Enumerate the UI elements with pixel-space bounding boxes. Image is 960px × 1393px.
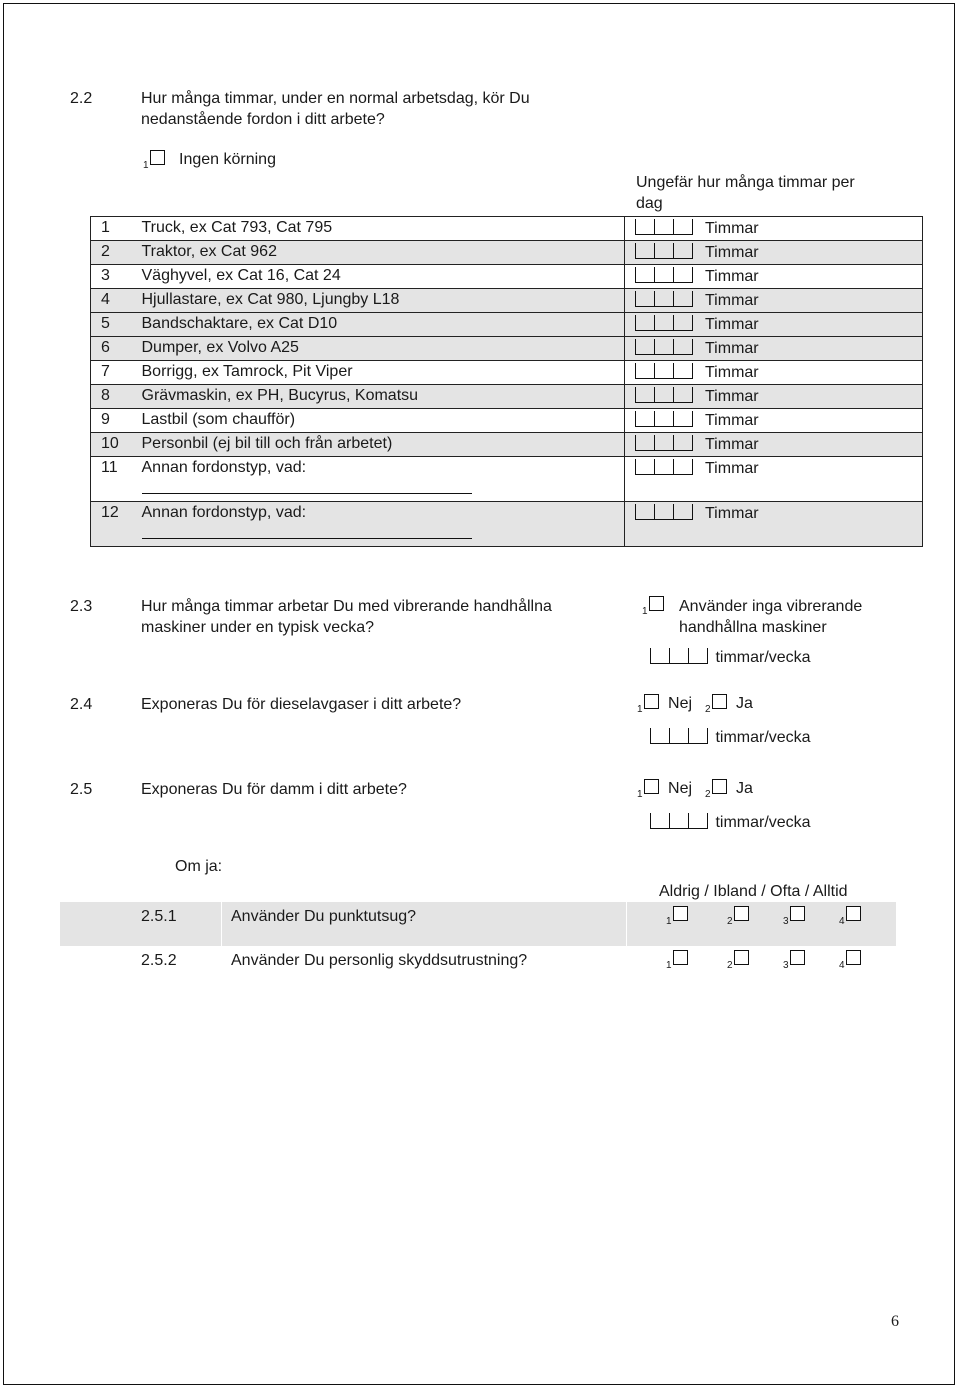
vehicle-row-number: 1 bbox=[91, 217, 139, 241]
vehicle-label: Lastbil (som chaufför) bbox=[141, 411, 296, 428]
questionnaire-page bbox=[3, 3, 955, 1385]
hours-unit: Timmar bbox=[705, 412, 759, 429]
q22-none-option-label: Ingen körning bbox=[179, 151, 276, 168]
vehicle-row-number: 10 bbox=[91, 433, 139, 457]
q251-number: 2.5.1 bbox=[141, 908, 177, 925]
hour-digit-slot[interactable] bbox=[635, 291, 654, 307]
hour-digit-slot[interactable] bbox=[673, 315, 693, 331]
vehicle-row-number: 5 bbox=[91, 313, 139, 337]
vehicle-row-number: 3 bbox=[91, 265, 139, 289]
hour-digit-slot[interactable] bbox=[654, 315, 673, 331]
hour-digit-slot[interactable] bbox=[635, 435, 654, 451]
q25-opt1-label: Nej bbox=[668, 780, 693, 797]
scale-index: 2 bbox=[727, 960, 733, 971]
q23-option-index: 1 bbox=[642, 606, 648, 617]
vehicle-label: Väghyvel, ex Cat 16, Cat 24 bbox=[141, 267, 341, 284]
hour-digit-slot[interactable] bbox=[654, 411, 673, 427]
hour-digit-slot[interactable] bbox=[650, 813, 669, 829]
vehicle-hours-cell[interactable] bbox=[625, 265, 923, 289]
checkbox-q251-alltid[interactable] bbox=[846, 906, 861, 921]
vehicle-row-description bbox=[139, 409, 625, 433]
vehicle-label: Annan fordonstyp, vad: bbox=[141, 504, 307, 521]
vehicle-row-description bbox=[139, 433, 625, 457]
vehicle-hours-cell[interactable] bbox=[625, 241, 923, 265]
q25-opt1-index: 1 bbox=[637, 789, 643, 800]
hour-digit-slot[interactable] bbox=[635, 267, 654, 283]
hour-digit-slot[interactable] bbox=[669, 728, 688, 744]
hour-digit-slot[interactable] bbox=[673, 267, 693, 283]
q24-unit: timmar/vecka bbox=[715, 729, 811, 746]
scale-index: 4 bbox=[839, 916, 845, 927]
q22-none-option[interactable] bbox=[143, 150, 276, 169]
q23-text-line1: Hur många timmar arbetar Du med vibrerande handhållna bbox=[141, 598, 552, 615]
scale-index: 3 bbox=[783, 916, 789, 927]
hours-unit: Timmar bbox=[705, 316, 759, 333]
vehicle-label: Borrigg, ex Tamrock, Pit Viper bbox=[141, 363, 353, 380]
q25-if-yes: Om ja: bbox=[175, 858, 223, 875]
scale-index: 4 bbox=[839, 960, 845, 971]
q251-scale[interactable] bbox=[666, 906, 861, 925]
hours-unit: Timmar bbox=[705, 364, 759, 381]
hour-digit-slot[interactable] bbox=[654, 435, 673, 451]
hour-digit-slot[interactable] bbox=[635, 411, 654, 427]
vehicle-row bbox=[91, 241, 923, 265]
vehicle-hours-cell[interactable] bbox=[625, 385, 923, 409]
vehicle-label: Personbil (ej bil till och från arbetet) bbox=[141, 435, 393, 452]
hours-unit: Timmar bbox=[705, 436, 759, 453]
vehicle-row-description bbox=[139, 265, 625, 289]
vehicle-row-description bbox=[139, 385, 625, 409]
checkbox-q251-aldrig[interactable] bbox=[673, 906, 688, 921]
checkbox-no-vibrating-machines[interactable] bbox=[649, 596, 664, 611]
vehicle-row-description bbox=[139, 337, 625, 361]
vehicle-row-description bbox=[139, 313, 625, 337]
scale-index: 1 bbox=[666, 960, 672, 971]
q24-opt1-label: Nej bbox=[668, 695, 693, 712]
hour-digit-slot[interactable] bbox=[673, 363, 693, 379]
vehicle-label: Traktor, ex Cat 962 bbox=[141, 243, 277, 260]
hours-unit: Timmar bbox=[705, 292, 759, 309]
checkbox-q25-ja[interactable] bbox=[712, 779, 727, 794]
q24-option-ja[interactable] bbox=[705, 694, 753, 713]
vehicle-hours-cell[interactable] bbox=[625, 217, 923, 241]
hour-digit-slot[interactable] bbox=[654, 219, 673, 235]
q24-hours-entry[interactable] bbox=[650, 728, 811, 747]
checkbox-q251-ofta[interactable] bbox=[790, 906, 805, 921]
hours-unit: Timmar bbox=[705, 388, 759, 405]
vehicle-hours-cell[interactable] bbox=[625, 337, 923, 361]
hour-digit-slot[interactable] bbox=[673, 339, 693, 355]
hour-digit-slot[interactable] bbox=[635, 363, 654, 379]
checkbox-q251-ibland[interactable] bbox=[734, 906, 749, 921]
vehicle-hours-cell[interactable] bbox=[625, 409, 923, 433]
vehicle-row-number: 6 bbox=[91, 337, 139, 361]
vehicle-row bbox=[91, 337, 923, 361]
hour-digit-slot[interactable] bbox=[673, 291, 693, 307]
vehicle-row-number: 7 bbox=[91, 361, 139, 385]
vehicle-hours-cell[interactable] bbox=[625, 361, 923, 385]
scale-index: 3 bbox=[783, 960, 789, 971]
vehicle-label: Annan fordonstyp, vad: bbox=[141, 459, 307, 476]
hour-digit-slot[interactable] bbox=[688, 728, 708, 744]
vehicle-row bbox=[91, 457, 923, 502]
vehicle-row-number: 9 bbox=[91, 409, 139, 433]
vehicle-hours-cell[interactable] bbox=[625, 457, 923, 502]
hour-digit-slot[interactable] bbox=[673, 219, 693, 235]
hour-digit-slot[interactable] bbox=[650, 728, 669, 744]
vehicle-row bbox=[91, 289, 923, 313]
vehicle-row bbox=[91, 265, 923, 289]
hour-digit-slot[interactable] bbox=[654, 459, 673, 475]
q252-text: Använder Du personlig skyddsutrustning? bbox=[231, 952, 528, 969]
vehicle-hours-cell[interactable] bbox=[625, 502, 923, 547]
scale-index: 1 bbox=[666, 916, 672, 927]
hour-digit-slot[interactable] bbox=[673, 411, 693, 427]
vehicle-row-number: 4 bbox=[91, 289, 139, 313]
q22-number: 2.2 bbox=[70, 90, 93, 107]
vehicle-row-description bbox=[139, 502, 625, 547]
vehicle-label: Hjullastare, ex Cat 980, Ljungby L18 bbox=[141, 291, 400, 308]
hour-digit-slot[interactable] bbox=[635, 387, 654, 403]
vehicle-row bbox=[91, 217, 923, 241]
checkbox-q24-nej[interactable] bbox=[644, 694, 659, 709]
vehicle-row-number: 11 bbox=[91, 457, 139, 502]
q24-opt2-index: 2 bbox=[705, 704, 711, 715]
hour-digit-slot[interactable] bbox=[635, 219, 654, 235]
q22-column-header-line1: Ungefär hur många timmar per bbox=[636, 174, 855, 191]
q24-number: 2.4 bbox=[70, 696, 93, 713]
q23-hours-entry[interactable] bbox=[650, 648, 811, 667]
vehicle-row-description bbox=[139, 217, 625, 241]
q22-text-line1: Hur många timmar, under en normal arbetsdag, kör Du bbox=[141, 90, 530, 107]
hour-digit-slot[interactable] bbox=[654, 504, 673, 520]
hour-digit-slot[interactable] bbox=[654, 363, 673, 379]
q23-option-no-machines[interactable] bbox=[642, 596, 664, 615]
q23-number: 2.3 bbox=[70, 598, 93, 615]
q23-unit: timmar/vecka bbox=[715, 649, 811, 666]
hour-digit-slot[interactable] bbox=[673, 435, 693, 451]
q25-scale-header: Aldrig / Ibland / Ofta / Alltid bbox=[659, 883, 848, 900]
q24-text: Exponeras Du för dieselavgaser i ditt arbete? bbox=[141, 696, 462, 713]
hours-unit: Timmar bbox=[705, 340, 759, 357]
q24-opt2-label: Ja bbox=[736, 695, 753, 712]
q22-none-option-index: 1 bbox=[143, 160, 149, 171]
q25-option-nej[interactable] bbox=[637, 779, 692, 798]
q23-option-line2: handhållna maskiner bbox=[679, 619, 827, 636]
hour-digit-slot[interactable] bbox=[654, 387, 673, 403]
vehicle-row-number: 8 bbox=[91, 385, 139, 409]
q25-opt2-index: 2 bbox=[705, 789, 711, 800]
vehicle-row bbox=[91, 385, 923, 409]
hour-digit-slot[interactable] bbox=[669, 648, 688, 664]
q25-number: 2.5 bbox=[70, 781, 93, 798]
vehicle-row-description bbox=[139, 241, 625, 265]
hours-unit: Timmar bbox=[705, 460, 759, 477]
vehicle-label: Bandschaktare, ex Cat D10 bbox=[141, 315, 338, 332]
q25-hours-entry[interactable] bbox=[650, 813, 811, 832]
hour-digit-slot[interactable] bbox=[688, 648, 708, 664]
q252-number: 2.5.2 bbox=[141, 952, 177, 969]
q252-scale[interactable] bbox=[666, 950, 861, 969]
hour-digit-slot[interactable] bbox=[688, 813, 708, 829]
checkbox-q252-ibland[interactable] bbox=[734, 950, 749, 965]
q23-text-line2: maskiner under en typisk vecka? bbox=[141, 619, 374, 636]
hour-digit-slot[interactable] bbox=[673, 243, 693, 259]
row-divider bbox=[626, 902, 627, 946]
q24-option-nej[interactable] bbox=[637, 694, 692, 713]
vehicle-row bbox=[91, 313, 923, 337]
hour-digit-slot[interactable] bbox=[673, 504, 693, 520]
checkbox-q252-aldrig[interactable] bbox=[673, 950, 688, 965]
checkbox-q252-ofta[interactable] bbox=[790, 950, 805, 965]
vehicle-hours-cell[interactable] bbox=[625, 289, 923, 313]
q23-option-line1: Använder inga vibrerande bbox=[679, 598, 863, 615]
vehicle-row-description bbox=[139, 361, 625, 385]
hour-digit-slot[interactable] bbox=[654, 339, 673, 355]
q22-column-header-line2: dag bbox=[636, 195, 663, 212]
q25-text: Exponeras Du för damm i ditt arbete? bbox=[141, 781, 407, 798]
hour-digit-slot[interactable] bbox=[654, 243, 673, 259]
vehicle-label: Grävmaskin, ex PH, Bucyrus, Komatsu bbox=[141, 387, 419, 404]
q251-text: Använder Du punktutsug? bbox=[231, 908, 417, 925]
hours-unit: Timmar bbox=[705, 220, 759, 237]
vehicle-row bbox=[91, 409, 923, 433]
other-vehicle-write-in-line[interactable] bbox=[142, 526, 472, 539]
hours-unit: Timmar bbox=[705, 505, 759, 522]
vehicle-label: Truck, ex Cat 793, Cat 795 bbox=[141, 219, 333, 236]
vehicle-row bbox=[91, 502, 923, 547]
vehicle-hours-cell[interactable] bbox=[625, 313, 923, 337]
vehicle-hours-cell[interactable] bbox=[625, 433, 923, 457]
q22-text-line2: nedanstående fordon i ditt arbete? bbox=[141, 111, 385, 128]
hour-digit-slot[interactable] bbox=[650, 648, 669, 664]
hour-digit-slot[interactable] bbox=[673, 459, 693, 475]
vehicle-row bbox=[91, 361, 923, 385]
other-vehicle-write-in-line[interactable] bbox=[142, 481, 472, 494]
checkbox-q25-nej[interactable] bbox=[644, 779, 659, 794]
row-divider bbox=[221, 902, 222, 946]
hour-digit-slot[interactable] bbox=[635, 315, 654, 331]
vehicle-row-description bbox=[139, 289, 625, 313]
vehicle-label: Dumper, ex Volvo A25 bbox=[141, 339, 299, 356]
page-number: 6 bbox=[891, 1313, 899, 1330]
hour-digit-slot[interactable] bbox=[654, 291, 673, 307]
checkbox-q252-alltid[interactable] bbox=[846, 950, 861, 965]
q25-unit: timmar/vecka bbox=[715, 814, 811, 831]
checkbox-q24-ja[interactable] bbox=[712, 694, 727, 709]
hour-digit-slot[interactable] bbox=[635, 339, 654, 355]
vehicle-hours-table bbox=[90, 216, 923, 547]
hours-unit: Timmar bbox=[705, 244, 759, 261]
q25-opt2-label: Ja bbox=[736, 780, 753, 797]
hour-digit-slot[interactable] bbox=[635, 504, 654, 520]
checkbox-ingen-korning[interactable] bbox=[150, 150, 165, 165]
scale-index: 2 bbox=[727, 916, 733, 927]
q25-option-ja[interactable] bbox=[705, 779, 753, 798]
hour-digit-slot[interactable] bbox=[673, 387, 693, 403]
hour-digit-slot[interactable] bbox=[654, 267, 673, 283]
hours-unit: Timmar bbox=[705, 268, 759, 285]
vehicle-row-description bbox=[139, 457, 625, 502]
hour-digit-slot[interactable] bbox=[635, 459, 654, 475]
hour-digit-slot[interactable] bbox=[669, 813, 688, 829]
vehicle-row-number: 12 bbox=[91, 502, 139, 547]
q24-opt1-index: 1 bbox=[637, 704, 643, 715]
vehicle-row-number: 2 bbox=[91, 241, 139, 265]
vehicle-row bbox=[91, 433, 923, 457]
hour-digit-slot[interactable] bbox=[635, 243, 654, 259]
